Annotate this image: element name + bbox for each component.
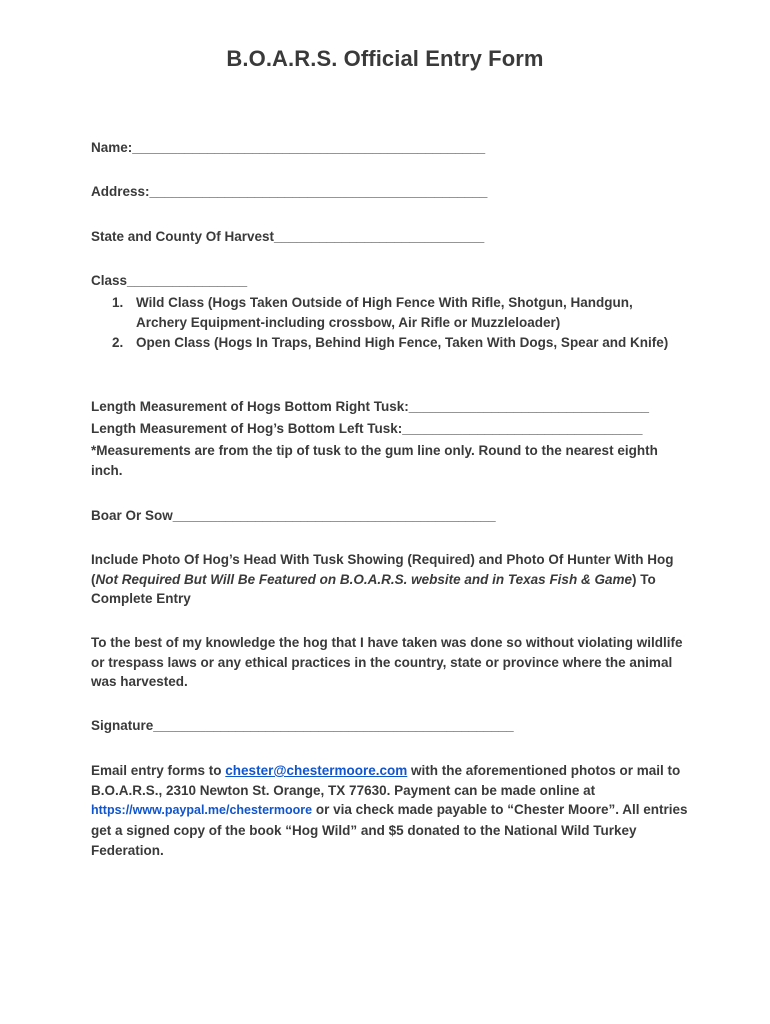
class-field[interactable]: Class________________ [91,273,248,288]
email-link[interactable]: chester@chestermoore.com [225,763,408,778]
email-middle: with the aforementioned photos or mail to B.O.A.R.S., 2310 Newton St. Orange, TX 77630. Payment can be made online at [91,763,681,798]
affirmation-statement: To the best of my knowledge the hog that I have taken was done so without violating wildlife or trespass laws or any ethical practices in the country, state or province where the animal was harvested. [91,635,683,690]
class-list-item-open [112,333,672,353]
address-field[interactable]: Address:_____________________________________________ [91,184,488,199]
email-suffix: or via check made payable to “Chester Moore”. All entries get a signed copy of the book “Hog Wild” and $5 donated to the National Wild Turkey Federation. [91,802,688,858]
class-list-item-wild [112,293,672,332]
photo-text-italic: Not Required But Will Be Featured on B.O.A.R.S. website and in Texas Fish & Game [95,571,632,587]
photo-text-part1: Include Photo Of Hog’s Head With Tusk Showing (Required) and Photo Of Hunter With Hog ( [91,552,674,587]
photo-instructions [91,550,691,609]
paypal-link[interactable]: https://www.paypal.me/chestermoore [91,803,313,818]
boar-or-sow-field[interactable]: Boar Or Sow___________________________________________ [91,508,496,523]
email-prefix: Email entry forms to [91,763,226,778]
list-number: 1. [112,295,124,310]
list-item-text: Open Class (Hogs In Traps, Behind High Fence, Taken With Dogs, Spear and Knife) [136,335,669,350]
photo-text-part2: ) To Complete Entry [91,571,656,607]
signature-field[interactable]: Signature________________________________________________ [91,718,514,733]
name-field[interactable]: Name:_______________________________________________ [91,140,486,155]
right-tusk-field[interactable]: Length Measurement of Hogs Bottom Right Tusk:________________________________ [91,399,650,414]
state-county-field[interactable]: State and County Of Harvest____________________________ [91,229,485,244]
list-number: 2. [112,335,124,350]
measurement-note: *Measurements are from the tip of tusk to the gum line only. Round to the nearest eighth inch. [91,443,658,478]
list-item-text: Wild Class (Hogs Taken Outside of High Fence With Rifle, Shotgun, Handgun, Archery Equipment-including crossbow, Air Rifle or Muzzleloader) [136,295,633,330]
page-title: B.O.A.R.S. Official Entry Form [226,46,544,71]
left-tusk-field[interactable]: Length Measurement of Hog’s Bottom Left Tusk:________________________________ [91,421,643,436]
email-instructions [91,761,691,861]
